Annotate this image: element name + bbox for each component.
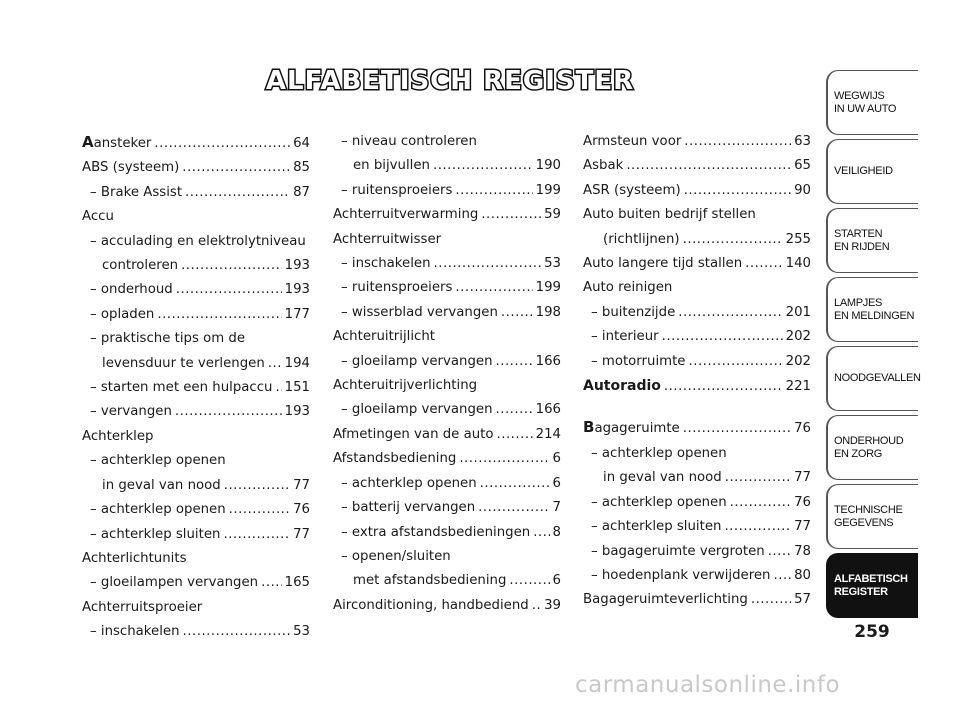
entry-label: en bijvullen: [353, 158, 430, 174]
entry-page-number: 221: [785, 379, 811, 395]
entry-page-number: 85: [293, 160, 310, 176]
entry-label: – extra afstandsbedieningen: [341, 524, 531, 540]
index-entry[interactable]: [333, 496, 561, 520]
index-entry[interactable]: [333, 521, 561, 545]
entry-label: Airconditioning, handbediend: [333, 597, 529, 613]
entry-label: Asbak: [583, 158, 624, 174]
leader-dots: [480, 472, 550, 496]
section-tab[interactable]: [826, 70, 918, 135]
index-heading: Achterklep: [82, 428, 154, 444]
entry-label: levensduur te verlengen: [102, 355, 265, 371]
index-column-3: [583, 130, 811, 613]
entry-label: Bagageruimte: [583, 418, 680, 437]
section-tab-label: WEGWIJS IN UW AUTO: [834, 89, 897, 115]
index-entry[interactable]: [583, 374, 811, 399]
page-title: ALFABETISCH REGISTER: [265, 66, 635, 96]
page-number: 259: [854, 622, 890, 642]
entry-label: – buitenzijde: [591, 304, 676, 320]
index-column-1: [82, 130, 310, 645]
leader-dots: [532, 594, 541, 618]
entry-page-number: 59: [544, 207, 561, 223]
leader-dots: [434, 252, 542, 276]
leader-dots: [678, 301, 782, 325]
entry-label: – Brake Assist: [90, 184, 183, 200]
section-tab-label: STARTEN EN RIJDEN: [834, 227, 890, 253]
leader-dots: [459, 447, 549, 471]
entry-page-number: 7: [552, 500, 561, 516]
leader-dots: [455, 276, 532, 300]
entry-page-number: 78: [794, 543, 811, 559]
leader-dots: [662, 325, 783, 349]
index-heading: Achterruitwisser: [333, 231, 442, 247]
entry-label: – achterklep openen: [90, 502, 226, 518]
section-tab-label: ALFABETISCH REGISTER: [834, 572, 908, 598]
entry-label: – gloeilampen vervangen: [90, 575, 259, 591]
entry-label: – motorruimte: [591, 353, 686, 369]
index-entry[interactable]: [583, 350, 811, 374]
leader-dots: [533, 521, 549, 545]
leader-dots: [501, 301, 533, 325]
entry-page-number: 8: [552, 524, 561, 540]
entry-page-number: 151: [284, 380, 310, 396]
leader-dots: [683, 417, 791, 441]
index-entry[interactable]: [82, 523, 310, 547]
entry-page-number: 6: [552, 475, 561, 491]
index-entry[interactable]: [333, 301, 561, 325]
entry-label: – opladen: [90, 306, 155, 322]
index-entry[interactable]: [82, 352, 310, 376]
index-heading: Auto reinigen: [583, 280, 673, 296]
leader-dots: [688, 350, 782, 374]
leader-dots: [478, 496, 549, 520]
entry-page-number: 77: [794, 519, 811, 535]
index-entry[interactable]: [82, 376, 310, 400]
entry-label: Auto langere tijd stallen: [583, 256, 743, 272]
index-heading: Auto buiten bedrijf stellen: [583, 207, 756, 223]
section-tab[interactable]: [826, 208, 918, 273]
index-entry[interactable]: [583, 415, 811, 441]
section-tab[interactable]: [826, 553, 918, 618]
index-entry[interactable]: [583, 228, 811, 252]
index-entry[interactable]: [583, 588, 811, 612]
entry-page-number: 39: [544, 597, 561, 613]
leader-dots: [275, 376, 281, 400]
index-entry[interactable]: [583, 301, 811, 325]
entry-page-number: 193: [284, 282, 310, 298]
section-tab[interactable]: [826, 277, 918, 342]
index-entry[interactable]: [333, 447, 561, 471]
index-heading: – niveau controleren: [341, 134, 477, 149]
section-tabs: [826, 70, 921, 622]
entry-page-number: 193: [284, 404, 310, 420]
leader-dots: [185, 181, 290, 205]
leader-dots: [684, 130, 791, 154]
index-entry[interactable]: [333, 252, 561, 276]
entry-label: Achterruitverwarming: [333, 207, 479, 223]
entry-page-number: 202: [785, 329, 811, 345]
leader-dots: [175, 400, 282, 424]
entry-page-number: 80: [794, 567, 811, 583]
entry-page-number: 63: [794, 134, 811, 149]
leader-dots: [183, 620, 291, 644]
leader-dots: [626, 154, 791, 178]
leader-dots: [268, 352, 282, 376]
index-heading: Achterruitsproeier: [82, 599, 203, 615]
entry-page-number: 190: [535, 158, 561, 174]
section-tab-label: ONDERHOUD EN ZORG: [834, 434, 904, 460]
entry-label: (richtlijnen): [603, 231, 680, 247]
leader-dots: [229, 498, 290, 522]
index-entry[interactable]: [82, 400, 310, 424]
leader-dots: [496, 350, 533, 374]
index-heading: Achteruitrijverlichting: [333, 378, 478, 394]
index-entry[interactable]: [583, 154, 811, 178]
entry-page-number: 177: [284, 306, 310, 322]
entry-label: in geval van nood: [603, 470, 722, 486]
entry-page-number: 53: [544, 256, 561, 272]
leader-dots: [433, 154, 533, 178]
index-entry[interactable]: [333, 179, 561, 203]
index-entry[interactable]: [583, 564, 811, 588]
entry-page-number: 77: [293, 526, 310, 542]
leader-dots: [683, 228, 783, 252]
entry-label: met afstandsbediening: [353, 573, 507, 589]
index-heading: – achterklep openen: [591, 445, 727, 461]
index-heading: Achteruitrijlicht: [333, 329, 435, 345]
entry-label: controleren: [102, 258, 179, 274]
leader-dots: [774, 564, 792, 588]
leader-dots: [664, 375, 783, 399]
index-entry[interactable]: [333, 350, 561, 374]
entry-page-number: 255: [785, 231, 811, 247]
entry-label: – vervangen: [90, 404, 172, 420]
entry-label: Afmetingen van de auto: [333, 426, 494, 442]
entry-label: – achterklep openen: [591, 494, 727, 510]
entry-page-number: 193: [284, 258, 310, 274]
index-heading: Accu: [82, 209, 114, 225]
leader-dots: [768, 540, 791, 564]
leader-dots: [745, 252, 782, 276]
index-entry[interactable]: [583, 466, 811, 490]
leader-dots: [751, 588, 791, 612]
entry-page-number: 6: [552, 451, 561, 467]
index-entry[interactable]: [333, 398, 561, 422]
entry-label: – inschakelen: [90, 624, 180, 640]
entry-page-number: 57: [794, 592, 811, 608]
entry-page-number: 77: [794, 470, 811, 486]
entry-page-number: 64: [293, 136, 310, 151]
entry-page-number: 6: [552, 573, 561, 589]
entry-label: Afstandsbediening: [333, 451, 457, 467]
entry-label: – wisserblad vervangen: [341, 304, 498, 320]
index-heading: – openen/sluiten: [341, 548, 451, 564]
index-heading: – praktische tips om de: [90, 331, 246, 347]
leader-dots: [157, 303, 281, 327]
index-entry[interactable]: [583, 130, 811, 154]
entry-page-number: 77: [293, 477, 310, 493]
entry-page-number: 199: [535, 280, 561, 296]
entry-page-number: 198: [535, 304, 561, 320]
leader-dots: [182, 156, 290, 180]
index-entry[interactable]: [82, 156, 310, 180]
entry-page-number: 76: [794, 494, 811, 510]
entry-label: Aansteker: [82, 133, 152, 151]
leader-dots: [496, 398, 533, 422]
leader-dots: [481, 203, 541, 227]
index-entry[interactable]: [583, 540, 811, 564]
entry-label: – inschakelen: [341, 256, 431, 272]
index-entry[interactable]: [583, 515, 811, 539]
index-entry[interactable]: [333, 423, 561, 447]
index-entry[interactable]: [333, 154, 561, 178]
section-gap: [583, 399, 811, 415]
index-entry[interactable]: [333, 203, 561, 227]
index-heading: Achterlichtunits: [82, 550, 187, 566]
entry-label: – ruitensproeiers: [341, 182, 453, 198]
index-entry[interactable]: [82, 474, 310, 498]
index-entry[interactable]: [333, 569, 561, 593]
section-tab-label: NOODGEVALLEN: [834, 372, 921, 384]
entry-page-number: 194: [284, 355, 310, 371]
index-entry[interactable]: [583, 325, 811, 349]
entry-label: – achterklep sluiten: [90, 526, 221, 542]
index-entry[interactable]: [82, 278, 310, 302]
leader-dots: [509, 569, 549, 593]
entry-page-number: 76: [794, 421, 811, 437]
watermark: carmanualsonline.info: [575, 672, 841, 698]
index-column-2: [333, 130, 561, 618]
entry-label: in geval van nood: [102, 477, 221, 493]
leader-dots: [724, 515, 791, 539]
index-entry[interactable]: [82, 620, 310, 644]
leader-dots: [224, 474, 290, 498]
entry-label: Bagageruimteverlichting: [583, 592, 748, 608]
entry-page-number: 166: [535, 402, 561, 418]
entry-page-number: 202: [785, 353, 811, 369]
entry-page-number: 90: [794, 182, 811, 198]
index-entry[interactable]: [82, 181, 310, 205]
entry-page-number: 214: [535, 426, 561, 442]
leader-dots: [154, 132, 290, 156]
entry-label: – starten met een hulpaccu: [90, 380, 273, 396]
entry-page-number: 165: [284, 575, 310, 591]
entry-label: ABS (systeem): [82, 160, 180, 176]
leader-dots: [730, 491, 791, 515]
index-entry[interactable]: [82, 303, 310, 327]
index-entry[interactable]: [583, 252, 811, 276]
entry-page-number: 166: [535, 353, 561, 369]
section-tab-label: LAMPJES EN MELDINGEN: [834, 296, 915, 322]
entry-label: ASR (systeem): [583, 182, 681, 198]
entry-page-number: 65: [794, 158, 811, 174]
index-entry[interactable]: [333, 594, 561, 618]
index-entry[interactable]: [82, 130, 310, 156]
leader-dots: [684, 179, 791, 203]
section-tab[interactable]: [826, 139, 918, 204]
entry-label: – achterklep sluiten: [591, 519, 722, 535]
index-entry[interactable]: [333, 276, 561, 300]
leader-dots: [181, 254, 282, 278]
entry-label: – bagageruimte vergroten: [591, 543, 765, 559]
section-tab[interactable]: [826, 346, 921, 411]
entry-label: – onderhoud: [90, 282, 173, 298]
index-heading: – acculading en elektrolytniveau: [90, 233, 306, 249]
leader-dots: [261, 571, 282, 595]
leader-dots: [176, 278, 282, 302]
leader-dots: [455, 179, 532, 203]
entry-label: Autoradio: [583, 378, 661, 395]
entry-label: – interieur: [591, 329, 659, 345]
section-tab-label: VEILIGHEID: [834, 165, 893, 177]
leader-dots: [223, 523, 290, 547]
entry-label: – ruitensproeiers: [341, 280, 453, 296]
section-tab-label: TECHNISCHE GEGEVENS: [834, 503, 903, 529]
index-entry[interactable]: [82, 254, 310, 278]
entry-label: – gloeilamp vervangen: [341, 402, 493, 418]
entry-page-number: 140: [785, 256, 811, 272]
entry-label: – hoedenplank verwijderen: [591, 567, 771, 583]
index-heading: – achterklep openen: [90, 453, 226, 469]
section-tab[interactable]: [826, 415, 918, 480]
entry-page-number: 199: [535, 182, 561, 198]
index-entry[interactable]: [82, 498, 310, 522]
index-entry[interactable]: [583, 491, 811, 515]
entry-page-number: 76: [293, 502, 310, 518]
entry-label: – gloeilamp vervangen: [341, 353, 493, 369]
section-tab[interactable]: [826, 484, 918, 549]
entry-label: Armsteun voor: [583, 134, 682, 149]
entry-label: – batterij vervangen: [341, 500, 476, 516]
entry-page-number: 53: [293, 624, 310, 640]
leader-dots: [497, 423, 533, 447]
entry-label: – achterklep openen: [341, 475, 477, 491]
index-entry[interactable]: [333, 472, 561, 496]
entry-page-number: 87: [293, 184, 310, 200]
index-entry[interactable]: [583, 179, 811, 203]
entry-page-number: 201: [785, 304, 811, 320]
index-entry[interactable]: [82, 571, 310, 595]
leader-dots: [725, 466, 791, 490]
